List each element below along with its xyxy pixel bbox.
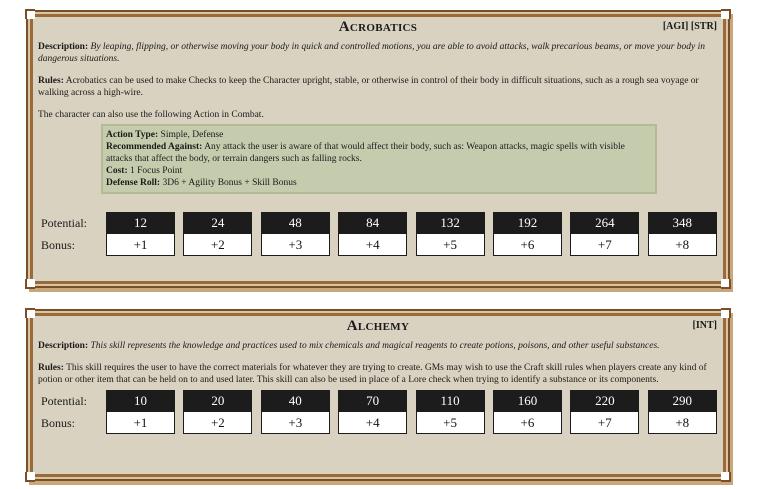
bonus-cell: +2 [183, 412, 252, 434]
potential-cell: 348 [648, 212, 717, 234]
corner-ornament [25, 9, 35, 19]
description-text: This skill represents the knowledge and practices used to mix chemicals and magical reagents to create potions, poisons, and other useful substances. [90, 341, 660, 351]
corner-ornament [25, 472, 35, 482]
corner-ornament [721, 9, 731, 19]
recommended-value: Any attack the user is aware of that would affect their body, such as: Weapon attacks, magic spells with visible attacks that affect the body, or terrain dangers such as falling rocks. [106, 142, 625, 164]
corner-ornament [721, 308, 731, 318]
potential-cell: 48 [261, 212, 330, 234]
progression-table [41, 390, 723, 434]
bonus-cell: +5 [416, 234, 485, 256]
skill-attributes: [AGI] [STR] [662, 21, 717, 32]
skill-rules [33, 362, 723, 386]
recommended-against [106, 141, 651, 165]
bonus-label: Bonus: [41, 238, 76, 252]
potential-cell: 20 [183, 390, 252, 412]
bonus-cell: +7 [570, 412, 639, 434]
bonus-cell: +7 [570, 234, 639, 256]
potential-cell: 12 [106, 212, 175, 234]
potential-row [41, 390, 723, 412]
skill-card-alchemy [30, 313, 726, 477]
corner-ornament [25, 279, 35, 289]
bonus-cell: +4 [338, 412, 407, 434]
potential-cell: 192 [493, 212, 562, 234]
potential-cell: 220 [570, 390, 639, 412]
potential-label: Potential: [41, 216, 87, 230]
potential-cell: 132 [416, 212, 485, 234]
recommended-label: Recommended Against: [106, 142, 203, 152]
action-cost [106, 165, 651, 177]
potential-cell: 110 [416, 390, 485, 412]
bonus-label: Bonus: [41, 416, 76, 430]
bonus-cell: +6 [493, 234, 562, 256]
potential-cell: 160 [493, 390, 562, 412]
bonus-cell: +2 [183, 234, 252, 256]
skill-attributes: [INT] [692, 320, 717, 331]
bonus-cell: +1 [106, 234, 175, 256]
combat-intro: The character can also use the following Action in Combat. [38, 110, 264, 120]
rules-text: Acrobatics can be used to make Checks to keep the Character upright, stable, or otherwise in control of their body in difficult situations, such as a rough sea voyage or walking across a high-wire. [38, 76, 699, 98]
defense-roll-value: 3D6 + Agility Bonus + Skill Bonus [162, 178, 297, 188]
potential-cell: 84 [338, 212, 407, 234]
bonus-cell: +8 [648, 234, 717, 256]
bonus-row [41, 412, 723, 434]
cost-value: 1 Focus Point [130, 166, 183, 176]
potential-row [41, 212, 723, 234]
bonus-cell: +3 [261, 412, 330, 434]
bonus-cell: +4 [338, 234, 407, 256]
bonus-cell: +8 [648, 412, 717, 434]
description-label: Description: [38, 341, 89, 351]
potential-cell: 70 [338, 390, 407, 412]
defense-roll-label: Defense Roll: [106, 178, 161, 188]
potential-cell: 40 [261, 390, 330, 412]
rules-text: This skill requires the user to have the correct materials for whatever they are trying to create. GMs may wish to use the Craft skill rules when players create any kind of potion or other item that can be held on to and used later. This skill can also be used in place of a Lore check when trying to identify a substance or its components. [38, 363, 707, 385]
corner-ornament [721, 472, 731, 482]
skill-description [33, 41, 723, 65]
potential-cell: 290 [648, 390, 717, 412]
potential-cell: 264 [570, 212, 639, 234]
potential-label: Potential: [41, 394, 87, 408]
combat-action-box [101, 124, 657, 194]
progression-table [41, 212, 723, 256]
bonus-cell: +1 [106, 412, 175, 434]
corner-ornament [721, 279, 731, 289]
defense-roll [106, 177, 651, 189]
rules-label: Rules: [38, 76, 64, 86]
action-type-value: Simple, Defense [160, 130, 224, 140]
bonus-row [41, 234, 723, 256]
action-type [106, 129, 651, 141]
bonus-cell: +3 [261, 234, 330, 256]
cost-label: Cost: [106, 166, 128, 176]
skill-title: Alchemy [346, 318, 410, 334]
action-type-label: Action Type: [106, 130, 159, 140]
skill-title: Acrobatics [338, 19, 418, 35]
potential-cell: 10 [106, 390, 175, 412]
rules-label: Rules: [38, 363, 64, 373]
skill-rules [33, 75, 723, 99]
corner-ornament [25, 308, 35, 318]
skill-card-acrobatics [30, 14, 726, 284]
potential-cell: 24 [183, 212, 252, 234]
description-text: By leaping, flipping, or otherwise moving your body in quick and controlled motions, you are able to avoid attacks, walk precarious beams, or move your body in dangerous situations. [38, 42, 706, 64]
bonus-cell: +6 [493, 412, 562, 434]
description-label: Description: [38, 42, 89, 52]
skill-description [33, 340, 723, 352]
bonus-cell: +5 [416, 412, 485, 434]
